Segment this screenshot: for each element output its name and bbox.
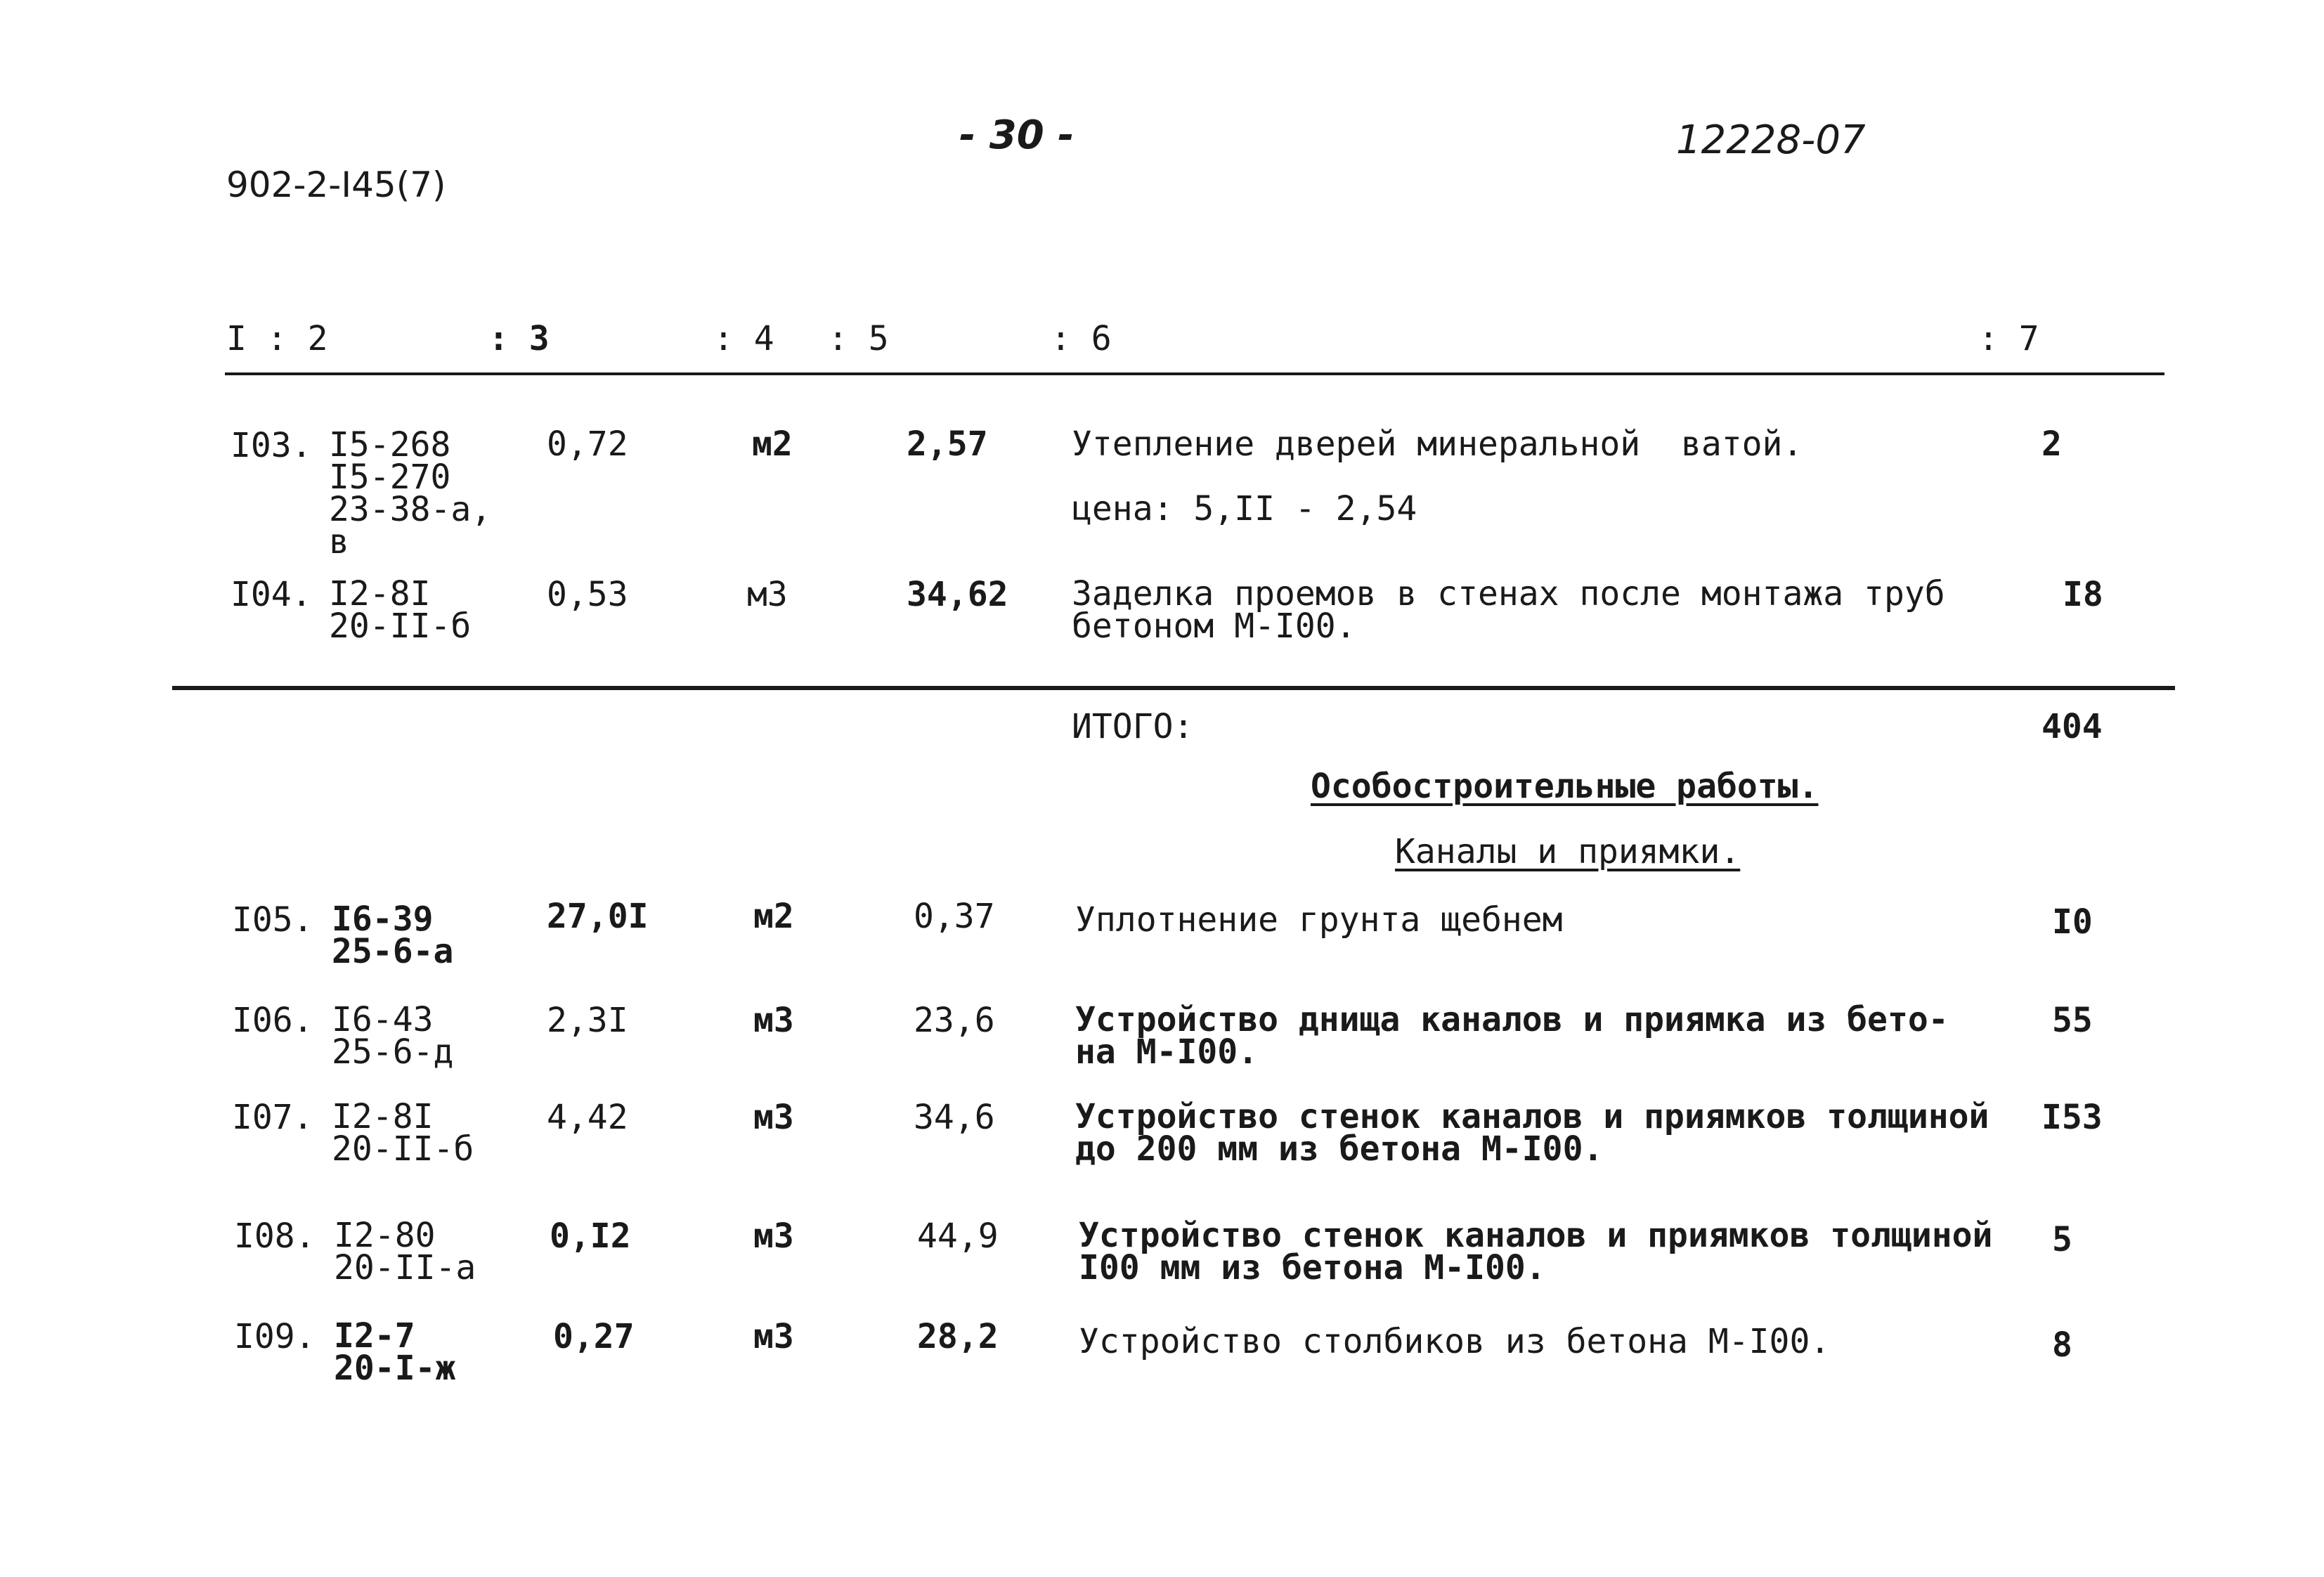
row-number: I07.	[232, 1098, 313, 1137]
unit: м3	[747, 575, 788, 614]
col-7-header: : 7	[1978, 319, 2039, 358]
row-number: I04.	[231, 575, 312, 614]
rate-code: I5-268 I5-270 23-38-а, в	[329, 425, 492, 562]
row-number: I08.	[234, 1216, 316, 1256]
unit: м3	[753, 1317, 794, 1356]
rate-code: I2-8I 20-II-б	[332, 1097, 474, 1169]
subtotal-label: ИТОГО:	[1072, 707, 1194, 746]
description: Устройство столбиков из бетона М-I00.	[1079, 1322, 1831, 1361]
unit: м3	[753, 1001, 794, 1040]
unit-price: 34,6	[914, 1098, 995, 1137]
total: I53	[2041, 1098, 2103, 1137]
rate-code: I2-80 20-II-а	[334, 1216, 476, 1287]
unit: м3	[753, 1216, 794, 1256]
description: Устройство стенок каналов и приямков толщиной до 200 мм из бетона М-I00.	[1075, 1097, 1989, 1169]
rate-code: I2-7 20-I-ж	[334, 1316, 456, 1388]
unit-price: 44,9	[917, 1216, 999, 1256]
col-3-header: : 3	[488, 319, 550, 358]
unit-price: 34,62	[907, 575, 1008, 614]
row-number: I03.	[231, 426, 312, 465]
row-number: I09.	[234, 1317, 316, 1356]
rate-code: I6-43 25-6-д	[332, 1000, 454, 1072]
unit: м2	[752, 424, 793, 464]
description: Заделка проемов в стенах после монтажа труб бетоном М-I00.	[1072, 574, 1945, 646]
rate-code: I2-8I 20-II-б	[329, 574, 472, 646]
description: Утепление дверей минеральной ватой.	[1072, 424, 1803, 464]
quantity: 0,I2	[550, 1216, 631, 1256]
unit: м2	[753, 897, 794, 936]
col-4-header: : 4	[713, 319, 774, 358]
quantity: 4,42	[547, 1098, 628, 1137]
row-number: I06.	[232, 1001, 313, 1040]
total: 55	[2052, 1001, 2093, 1040]
quantity: 0,72	[547, 424, 628, 464]
quantity: 2,3I	[547, 1001, 628, 1040]
doc-code: 902-2-I45(7)	[226, 164, 446, 205]
description: Устройство днища каналов и приямка из бето- на М-I00.	[1075, 1000, 1949, 1072]
price-note: цена: 5,II - 2,54	[1072, 489, 1417, 528]
total: 2	[2041, 424, 2062, 464]
archive-number: 12228-07	[1676, 117, 1866, 163]
description: Устройство стенок каналов и приямков толщиной I00 мм из бетона М-I00.	[1079, 1216, 1993, 1287]
total: 8	[2052, 1325, 2072, 1365]
subtotal-value: 404	[2041, 707, 2103, 746]
quantity: 0,27	[553, 1317, 635, 1356]
subsection-title: Каналы и приямки.	[1395, 832, 1741, 871]
section-title: Особостроительные работы.	[1311, 767, 1819, 806]
unit-price: 28,2	[917, 1317, 999, 1356]
total: I8	[2063, 575, 2103, 614]
col-6-header: : 6	[1051, 319, 1112, 358]
header-rule	[225, 372, 2164, 375]
col-1-2-header: I : 2	[226, 319, 328, 358]
page-number: - 30 -	[959, 112, 1075, 158]
row-number: I05.	[232, 900, 313, 940]
subtotal-rule	[172, 686, 2175, 690]
unit-price: 0,37	[914, 897, 995, 936]
description: Уплотнение грунта щебнем	[1075, 900, 1563, 940]
quantity: 0,53	[547, 575, 628, 614]
total: 5	[2052, 1220, 2072, 1259]
unit-price: 2,57	[907, 424, 988, 464]
col-5-header: : 5	[828, 319, 889, 358]
rate-code: I6-39 25-6-а	[332, 900, 454, 971]
quantity: 27,0I	[547, 897, 649, 936]
unit-price: 23,6	[914, 1001, 995, 1040]
unit: м3	[753, 1098, 794, 1137]
total: I0	[2052, 902, 2093, 942]
